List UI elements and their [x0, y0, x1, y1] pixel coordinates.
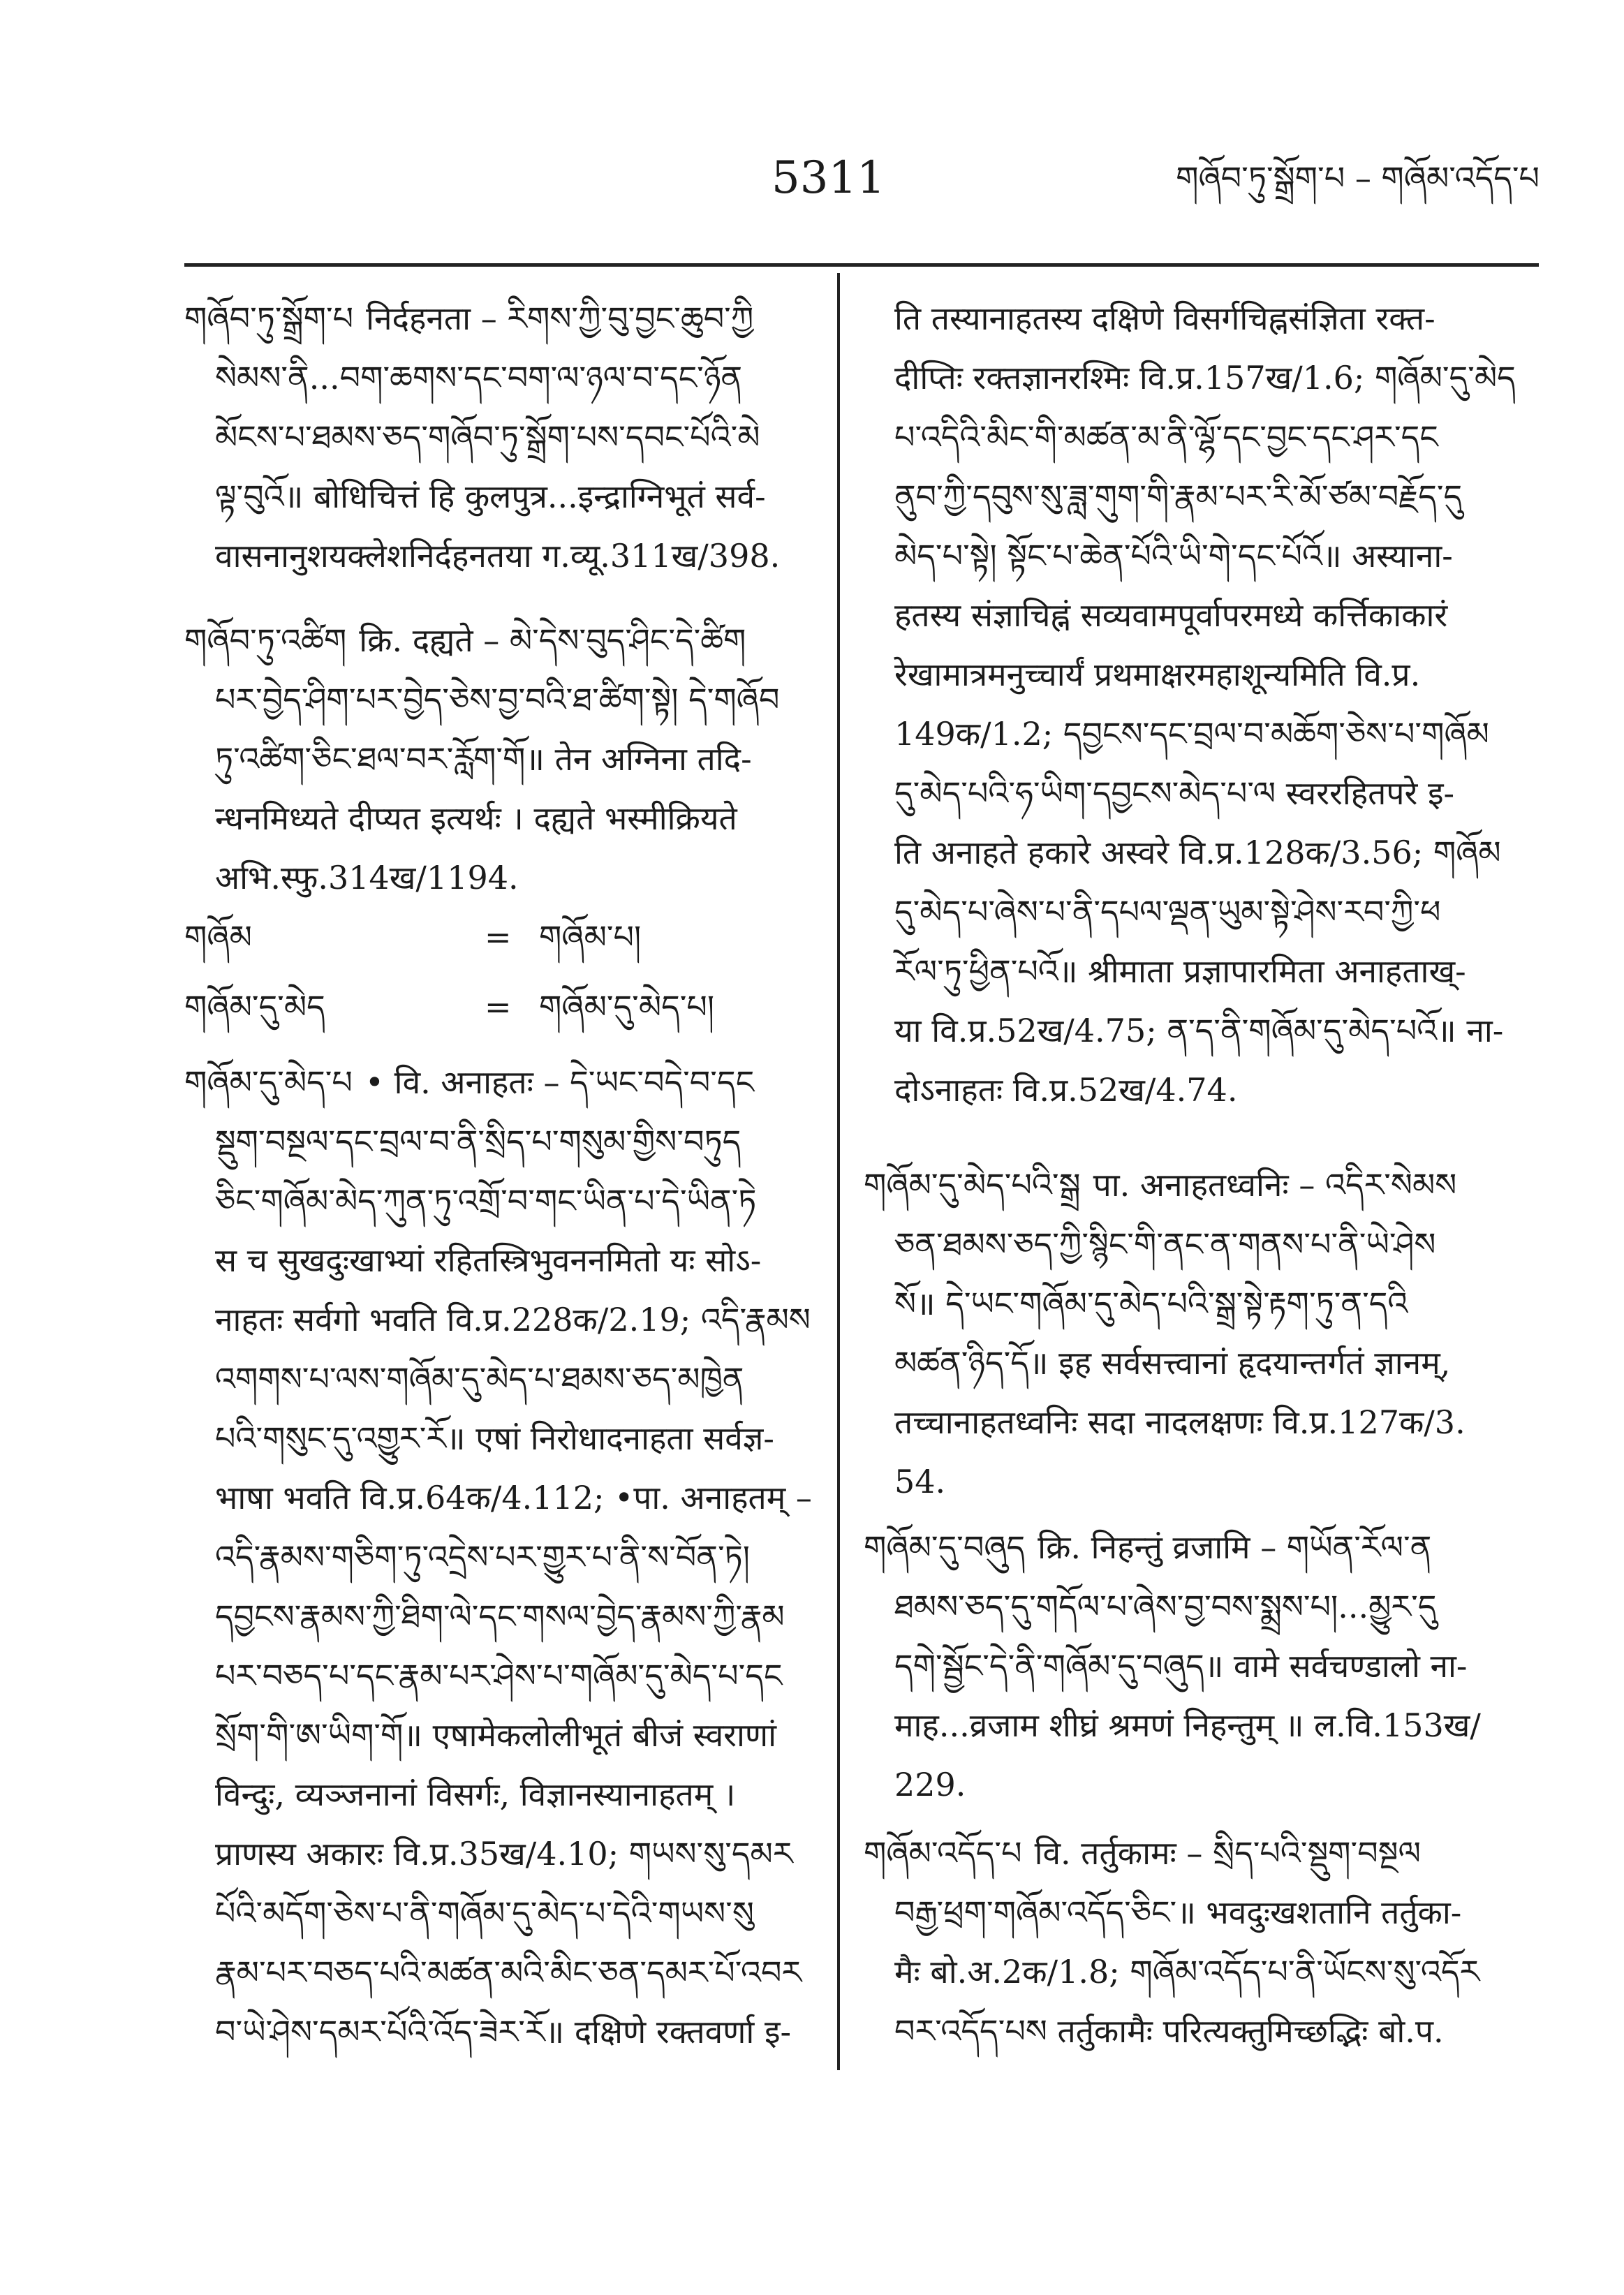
entry-line: 149क/1.2; དབྱངས་དང་བྲལ་བ་མཆོག་ཅེས་པ་གཞོམ [894, 715, 1489, 753]
entry-line: རོལ་ཏུ་ཕྱིན་པའོ॥ श्रीमाता प्रज्ञापारमिता अनाहताख्- [894, 952, 1466, 990]
headword: གཞོམ་དུ་མེད [184, 988, 325, 1026]
xref-target: གཞོམ་དུ་མེད་པ། [539, 988, 715, 1026]
dictionary-entry [864, 1156, 1537, 1512]
dictionary-entry [184, 289, 817, 586]
left-column [184, 289, 817, 2076]
entry-line: སེམས་ནི...བག་ཆགས་དང་བག་ལ་ཉལ་བ་དང་ཉོན [215, 359, 743, 397]
entry-line: ཅིང་གཞོམ་མེད་ཀུན་ཏུ་འགྲོ་བ་གང་ཡིན་པ་དེ་ཡིན་ཏེ [215, 1182, 757, 1220]
definition-text: वि. तर्तुकामः – སྲིད་པའི་སྡུག་བསྔལ [1034, 1834, 1421, 1872]
equals-sign: = [485, 988, 512, 1026]
header-rule [184, 263, 1539, 267]
entry-line: विन्दुः, व्यञ्जनानां विसर्गः, विज्ञानस्यानाहतम् । [215, 1776, 736, 1813]
definition-text: पा. अनाहतध्वनिः – འདིར་སེམས [1093, 1166, 1457, 1204]
entry-line: པའི་གསུང་དུ་འགྱུར་རོ॥ एषां निरोधादनाहता सर्वज्ञ- [215, 1419, 774, 1457]
entry-line: ཏུ་འཚིག་ཅིང་ཐལ་བར་རློག་གོ॥ तेन अग्निना तदि- [215, 740, 752, 778]
entry-line: ति अनाहते हकारे अस्वरे वि.प्र.128क/3.56; གཞོམ [894, 834, 1501, 871]
entry-line: स च सुखदुःखाभ्यां रहितस्त्रिभुवननमितो यः सोऽ- [215, 1241, 762, 1279]
entry-line: ति तस्यानाहतस्य दक्षिणे विसर्गचिह्नसंज्ञिता रक्त- [894, 300, 1435, 337]
entry-line: 229. [894, 1766, 966, 1803]
dictionary-entry [184, 1053, 817, 2062]
cross-reference [184, 908, 817, 967]
entry-line: नाहतः सर्वगो भवति वि.प्र.228क/2.19; འདི་རྣམས [215, 1301, 811, 1338]
entry-line: या वि.प्र.52ख/4.75; ན་ད་ནི་གཞོམ་དུ་མེད་པའོ॥ ना- [894, 1012, 1504, 1049]
entry-line: པར་བཅད་པ་དང་རྣམ་པར་ཤེས་པ་གཞོམ་དུ་མེད་པ་དང [215, 1657, 783, 1695]
entry-line: བར་འདོད་པས तर्तुकामैः परित्यक्तुमिच्छद्भिः बो.प. [894, 2012, 1444, 2050]
headword: གཞོབ་ཏུ་སྒྲོག་པ [184, 300, 354, 337]
definition-text: निर्दहनता – རིགས་ཀྱི་བུ་བྱང་ཆུབ་ཀྱི [366, 300, 754, 337]
dictionary-entry [184, 611, 817, 908]
equals-sign: = [485, 918, 512, 956]
entry-line: ནུབ་ཀྱི་དབུས་སུ་ཟླ་གུག་གི་རྣམ་པར་རི་མོ་ཙམ་བརྗོད་དུ [894, 478, 1463, 515]
entry-line: न्धनमिध्यते दीप्यत इत्यर्थः । दह्यते भस्मीक्रियते [215, 799, 737, 837]
headword: གཞོམ་དུ་མེད་པ [184, 1063, 353, 1101]
entry-first-line [184, 611, 817, 670]
entry-line: བ་ཡེ་ཤེས་དམར་པོའི་འོད་ཟེར་རོ॥ दक्षिणे रक्तवर्णा इ- [215, 2013, 792, 2051]
entry-line: रेखामात्रमनुच्चार्यं प्रथमाक्षरमहाशून्यमिति वि.प्र. [894, 656, 1421, 693]
right-column [864, 289, 1537, 2076]
entry-line: སྡུག་བསྔལ་དང་བྲལ་བ་ནི་སྲིད་པ་གསུམ་གྱིས་བཏུད [215, 1123, 741, 1160]
entry-continuation [864, 289, 1537, 1120]
entry-line: वासनानुशयक्लेशनिर्दहनतया ग.व्यू.311ख/398. [215, 537, 781, 575]
definition-text: • वि. अनाहतः – དེ་ཡང་བདེ་བ་དང [364, 1063, 755, 1101]
entry-line: माह...व्रजाम शीघ्रं श्रमणं निहन्तुम् ॥ ल.वि.153ख/ [894, 1706, 1481, 1744]
entry-line: भाषा भवति वि.प्र.64क/4.112; •पा. अनाहतम् – [215, 1479, 812, 1517]
entry-line: པར་བྱེད་ཤིག་པར་བྱེད་ཅེས་བྱ་བའི་ཐ་ཚིག་སྟེ། དེ་གཞོབ [215, 681, 780, 718]
entry-line: མེད་པ་སྟེ། སྟོང་པ་ཆེན་པོའི་ཡི་གེ་དང་པོའོ॥ अस्याना- [894, 537, 1453, 575]
dictionary-entry [864, 1824, 1537, 2061]
entry-line: དགེ་སྦྱོང་དེ་ནི་གཞོམ་དུ་བཞུད॥ वामे सर्वचण्डालो ना- [894, 1647, 1468, 1685]
entry-line: ལྟ་བུའོ॥ बोधिचित्तं हि कुलपुत्र...इन्द्राग्निभूतं सर्व- [215, 478, 766, 515]
entry-line: རྣམ་པར་བཅད་པའི་མཚན་མའི་མིང་ཅན་དམར་པོ་འབར [215, 1954, 802, 1991]
entry-line: མོངས་པ་ཐམས་ཅད་གཞོབ་ཏུ་སྒྲོག་པས་དབང་པོའི་མེ [215, 418, 760, 456]
entry-line: हतस्य संज्ञाचिह्नं सव्यवामपूर्वापरमध्ये कर्त्तिकाकारं [894, 596, 1448, 634]
entry-line: དབྱངས་རྣམས་ཀྱི་ཐིག་ལེ་དང་གསལ་བྱེད་རྣམས་ཀྱི་རྣམ [215, 1597, 785, 1635]
entry-first-line [184, 289, 817, 348]
entry-first-line [864, 1824, 1537, 1883]
entry-line: བརྒྱ་ཕྲག་གཞོམ་འདོད་ཅིང་॥ भवदुःखशतानि तर्तुका- [894, 1894, 1462, 1931]
entry-line: པ་འདིའི་མིང་གི་མཚན་མ་ནི་ལྷོ་དང་བྱང་དང་ཤར་དང [894, 418, 1438, 456]
entry-line: तच्चानाहतध्वनिः सदा नादलक्षणः वि.प्र.127क/3. [894, 1403, 1466, 1441]
entry-line: अभि.स्फु.314ख/1194. [215, 859, 519, 896]
entry-line: སོ॥ དེ་ཡང་གཞོམ་དུ་མེད་པའི་སྒྲ་སྟེ་རྟག་ཏུ་ན་དའི [894, 1285, 1408, 1322]
page-number: 5311 [772, 152, 885, 204]
headword: གཞོམ་དུ་བཞུད [864, 1528, 1026, 1566]
dictionary-entry [864, 1518, 1537, 1815]
entry-first-line [184, 1053, 817, 1112]
running-head: གཞོབ་ཏུ་སྒྲོག་པ – གཞོམ་འདོད་པ [1176, 159, 1540, 197]
entry-line: ཅན་ཐམས་ཅད་ཀྱི་སྙིང་གི་ནང་ན་གནས་པ་ནི་ཡེ་ཤེས [894, 1225, 1436, 1263]
entry-line: འདི་རྣམས་གཅིག་ཏུ་འདྲེས་པར་གྱུར་པ་ནི་ས་བོན་ཏེ། [215, 1538, 750, 1576]
entry-line: འགགས་པ་ལས་གཞོམ་དུ་མེད་པ་ཐམས་ཅད་མཁྱེན [215, 1360, 744, 1398]
headword: གཞོམ་འདོད་པ [864, 1834, 1022, 1872]
entry-line: དུ་མེད་པ་ཞེས་པ་ནི་དཔལ་ལྡན་ཡུམ་སྟེ་ཤེས་རབ་ཀྱི་ཕ [894, 893, 1441, 931]
entry-line: པོའི་མདོག་ཅེས་པ་ནི་གཞོམ་དུ་མེད་པ་དེའི་གཡས་སུ [215, 1894, 754, 1932]
definition-text: क्रि. निहन्तुं व्रजामि – གཡོན་རོལ་ན [1038, 1528, 1432, 1566]
column-divider [837, 273, 840, 2070]
entry-line: སྲོག་གི་ཨ་ཡིག་གོ॥ एषामेकलोलीभूतं बीजं स्वराणां [215, 1716, 777, 1754]
headword: གཞོམ་དུ་མེད་པའི་སྒྲ [864, 1166, 1081, 1204]
entry-line: མཚན་ཉིད་དོ॥ इह सर्वसत्त्वानां हृदयान्तर्गतं ज्ञानम्, [894, 1344, 1451, 1382]
entry-line: दीप्तिः रक्तज्ञानरश्मिः वि.प्र.157ख/1.6; གཞོམ་དུ་མེད [894, 359, 1516, 397]
headword: གཞོམ [184, 918, 252, 956]
entry-line: 54. [894, 1463, 946, 1500]
entry-line: ཐམས་ཅད་དུ་གདོལ་པ་ཞེས་བྱ་བས་སྨྲས་པ།...མྱུར་དུ [894, 1588, 1437, 1625]
cross-reference [184, 977, 817, 1037]
entry-first-line [864, 1518, 1537, 1577]
definition-text: क्रि. दह्यते – མེ་དེས་བུད་ཤིང་དེ་ཚིག [359, 621, 746, 659]
headword: གཞོབ་ཏུ་འཚིག [184, 621, 347, 659]
entry-line: དུ་མེད་པའི་ཧ་ཡིག་དབྱངས་མེད་པ་ལ स्वररहितपरे इ- [894, 774, 1455, 812]
xref-target: གཞོམ་པ། [539, 918, 642, 956]
entry-line: दोऽनाहतः वि.प्र.52ख/4.74. [894, 1071, 1238, 1109]
entry-line: मैः बो.अ.2क/1.8; གཞོམ་འདོད་པ་ནི་ཡོངས་སུ་འདོར [894, 1953, 1480, 1991]
entry-first-line [864, 1156, 1537, 1215]
entry-line: प्राणस्य अकारः वि.प्र.35ख/4.10; གཡས་སུ་དམར [215, 1835, 793, 1873]
